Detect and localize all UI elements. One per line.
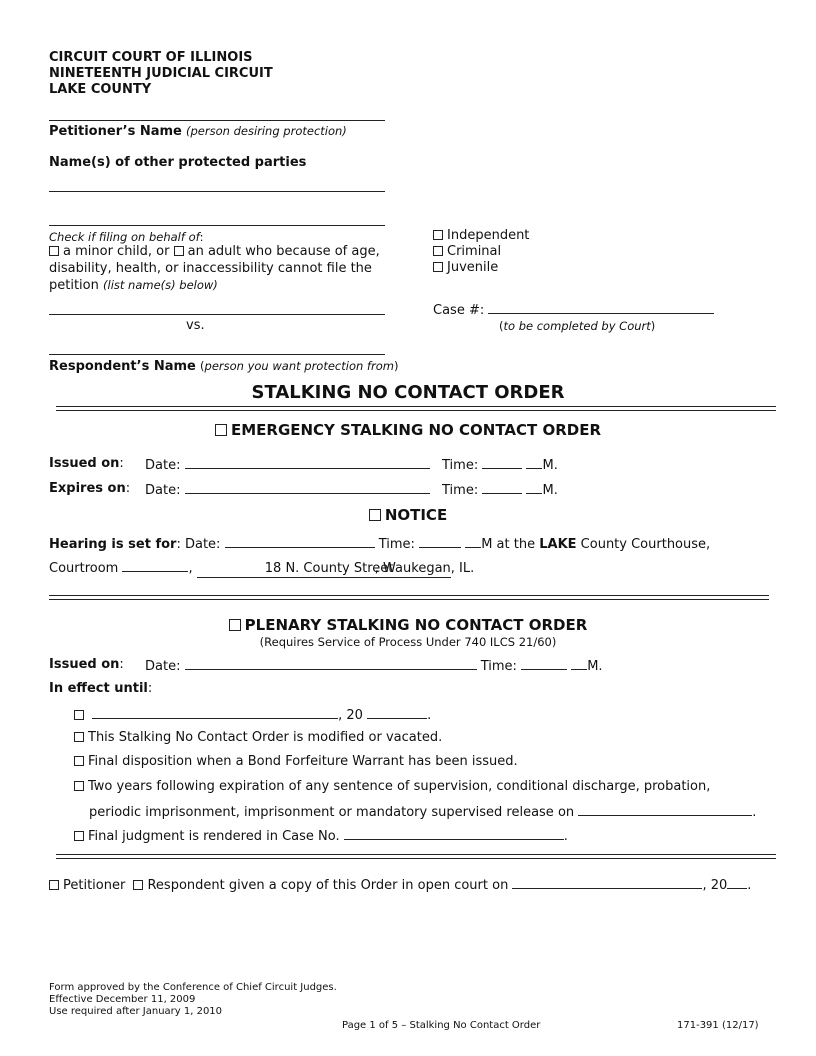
respondent-name-field[interactable] [49, 354, 385, 355]
case-number-label: Case #: [433, 303, 485, 318]
emergency-expires-ampm-field[interactable] [526, 481, 542, 494]
copy-given-row [49, 876, 751, 894]
hearing-county: LAKE [539, 537, 577, 552]
hearing-date-label: Date: [184, 537, 221, 552]
petitioner-copy-checkbox[interactable] [49, 880, 59, 890]
effect-option-modified [74, 730, 442, 746]
release-date-field[interactable] [578, 803, 752, 816]
address-field[interactable]: 18 N. County Street [197, 561, 375, 578]
emergency-expires-m: M. [542, 483, 558, 498]
behalf-petition: petition [49, 278, 99, 293]
emergency-issued-time-field[interactable] [482, 456, 522, 469]
petitioner-label [49, 123, 347, 140]
case-type-criminal [433, 244, 501, 260]
copy-period: . [747, 878, 752, 893]
behalf-list-hint: (list name(s) below) [103, 278, 218, 292]
emergency-checkbox[interactable] [215, 424, 227, 436]
plenary-divider [56, 854, 776, 859]
state-text: , IL. [450, 561, 475, 576]
emergency-issued-date-label: Date: [145, 458, 181, 473]
footer-approval: Form approved by the Conference of Chief Circuit Judges. [49, 982, 337, 993]
emergency-expires-date-label: Date: [145, 483, 181, 498]
respondent-label [49, 358, 398, 375]
minor-child-checkbox[interactable] [49, 246, 59, 256]
judicial-circuit: NINETEENTH JUDICIAL CIRCUIT [49, 66, 273, 81]
emergency-expires-label: Expires on [49, 481, 126, 496]
plenary-issued-time-field[interactable] [521, 657, 567, 670]
emergency-issued-time-label: Time: [442, 458, 479, 473]
plenary-issued-label: Issued on [49, 657, 120, 672]
emergency-expires-time-field[interactable] [482, 481, 522, 494]
plenary-issued-m: M. [587, 659, 603, 674]
behalf-line3 [49, 277, 218, 294]
petitioner-name-field[interactable] [49, 120, 385, 121]
emergency-issued-label: Issued on [49, 456, 120, 471]
emergency-heading [0, 421, 816, 439]
hearing-ampm-field[interactable] [465, 535, 481, 548]
plenary-issued-date-row [145, 657, 603, 675]
emergency-expires-time-label: Time: [442, 483, 479, 498]
behalf-options [49, 244, 380, 260]
emergency-expires-row [49, 481, 130, 497]
two-years-label-cont: periodic imprisonment, imprisonment or mandatory supervised release on [89, 805, 575, 820]
respondent-label-text: Respondent’s Name [49, 359, 196, 374]
protected-party-field-1[interactable] [49, 191, 385, 192]
minor-child-label: a minor child, or [63, 244, 170, 259]
emergency-expires-date-row [145, 481, 430, 499]
behalf-check-text: Check if filing on behalf of [49, 230, 200, 244]
courtroom-comma: , [188, 561, 193, 576]
in-effect-label [49, 681, 152, 697]
case-hint-close: ) [650, 319, 656, 333]
petitioner-label-text: Petitioner’s Name [49, 124, 182, 139]
effect-option-two-years-cont [89, 803, 756, 821]
modified-checkbox[interactable] [74, 732, 84, 742]
effect-date-period: . [427, 708, 432, 723]
criminal-checkbox[interactable] [433, 246, 443, 256]
main-title: STALKING NO CONTACT ORDER [251, 382, 565, 403]
city-field[interactable]: , Waukegan [374, 561, 451, 576]
effect-option-date [74, 706, 431, 724]
emergency-expires-colon: : [125, 481, 131, 496]
respondent-hint: person you want protection from [204, 359, 394, 373]
hearing-time-field[interactable] [419, 535, 461, 548]
plenary-checkbox[interactable] [229, 619, 241, 631]
emergency-expires-date-field[interactable] [185, 481, 430, 494]
independent-label: Independent [447, 228, 530, 243]
emergency-issued-m: M. [542, 458, 558, 473]
plenary-title: PLENARY STALKING NO CONTACT ORDER [244, 616, 588, 634]
effect-date-field[interactable] [92, 706, 338, 719]
two-years-checkbox[interactable] [74, 781, 84, 791]
footer-effective: Effective December 11, 2009 [49, 994, 196, 1005]
judgment-case-field[interactable] [344, 827, 564, 840]
hearing-at-the: M at the [481, 537, 536, 552]
notice-checkbox[interactable] [369, 509, 381, 521]
adult-label: an adult who because of age, [187, 244, 380, 259]
in-effect-colon: : [147, 681, 153, 696]
criminal-label: Criminal [447, 244, 502, 259]
hearing-row [49, 535, 710, 553]
juvenile-checkbox[interactable] [433, 262, 443, 272]
release-date-period: . [752, 805, 757, 820]
courtroom-field[interactable] [122, 559, 188, 572]
emergency-issued-date-field[interactable] [185, 456, 430, 469]
respondent-hint-close: ) [393, 359, 399, 373]
emergency-issued-time-row [442, 456, 558, 474]
in-effect-text: In effect until [49, 681, 148, 696]
footer-required: Use required after January 1, 2010 [49, 1006, 223, 1017]
case-type-juvenile [433, 260, 498, 276]
judgment-checkbox[interactable] [74, 831, 84, 841]
title-divider [56, 406, 776, 411]
respondent-copy-checkbox[interactable] [133, 880, 143, 890]
emergency-issued-colon: : [119, 456, 124, 471]
petitioner-copy-label: Petitioner [63, 878, 126, 893]
juvenile-label: Juvenile [447, 260, 499, 275]
emergency-issued-date-row [145, 456, 430, 474]
hearing-date-field[interactable] [225, 535, 375, 548]
hearing-label: Hearing is set for [49, 537, 177, 552]
effect-option-bond [74, 754, 518, 770]
protected-party-field-2[interactable] [49, 225, 385, 226]
independent-checkbox[interactable] [433, 230, 443, 240]
hearing-time-label: Time: [378, 537, 415, 552]
respondent-copy-label: Respondent given a copy of this Order in open court on [147, 878, 509, 893]
bond-checkbox[interactable] [74, 756, 84, 766]
copy-year-prefix: , 20 [702, 878, 728, 893]
behalf-names-field[interactable] [49, 314, 385, 315]
courtroom-label: Courtroom [49, 561, 119, 576]
emergency-issued-row [49, 456, 124, 472]
behalf-line2: disability, health, or inaccessibility cannot file the [49, 261, 372, 276]
notice-heading [0, 506, 816, 524]
case-type-independent [433, 228, 529, 244]
plenary-subtitle: (Requires Service of Process Under 740 ILCS 21/60) [259, 635, 557, 649]
judgment-label: Final judgment is rendered in Case No. [88, 829, 340, 844]
effect-year-field[interactable] [367, 706, 427, 719]
case-hint-open: ( [499, 319, 504, 333]
adult-checkbox[interactable] [174, 246, 184, 256]
copy-year-field[interactable] [727, 876, 747, 889]
plenary-issued-date-label: Date: [145, 659, 181, 674]
hearing-colon: : [176, 537, 181, 552]
footer-page-number: Page 1 of 5 – Stalking No Contact Order [342, 1020, 541, 1031]
notice-title: NOTICE [384, 506, 448, 524]
plenary-issued-date-field[interactable] [185, 657, 477, 670]
effect-year-prefix: , 20 [338, 708, 363, 723]
effect-option-judgment [74, 827, 568, 845]
notice-divider [49, 595, 769, 600]
petitioner-hint: (person desiring protection) [186, 124, 347, 138]
modified-label: This Stalking No Contact Order is modified or vacated. [88, 730, 443, 745]
case-number-hint [499, 318, 655, 334]
case-number-row [433, 301, 714, 319]
two-years-label: Two years following expiration of any sentence of supervision, conditional discharge, probation, [88, 779, 711, 794]
case-hint-text: to be completed by Court [503, 319, 651, 333]
copy-date-field[interactable] [512, 876, 702, 889]
hearing-courthouse: County Courthouse, [580, 537, 711, 552]
emergency-expires-time-row [442, 481, 558, 499]
county-name: LAKE COUNTY [49, 82, 152, 97]
case-number-field[interactable] [488, 301, 714, 314]
judgment-period: . [563, 829, 568, 844]
courtroom-row [49, 559, 474, 578]
versus: vs. [186, 318, 205, 333]
court-name: CIRCUIT COURT OF ILLINOIS [49, 50, 253, 65]
protected-parties-label: Name(s) of other protected parties [49, 155, 307, 170]
emergency-title: EMERGENCY STALKING NO CONTACT ORDER [230, 421, 602, 439]
plenary-issued-row [49, 657, 124, 673]
effect-option-two-years [74, 779, 710, 795]
plenary-issued-ampm-field[interactable] [571, 657, 587, 670]
bond-label: Final disposition when a Bond Forfeiture Warrant has been issued. [88, 754, 518, 769]
effect-date-checkbox[interactable] [74, 710, 84, 720]
plenary-issued-colon: : [119, 657, 124, 672]
plenary-heading [0, 616, 816, 634]
respondent-hint-open: ( [200, 359, 205, 373]
footer-form-number: 171-391 (12/17) [677, 1020, 759, 1031]
behalf-colon: : [199, 230, 204, 244]
emergency-issued-ampm-field[interactable] [526, 456, 542, 469]
plenary-issued-time-label: Time: [480, 659, 517, 674]
